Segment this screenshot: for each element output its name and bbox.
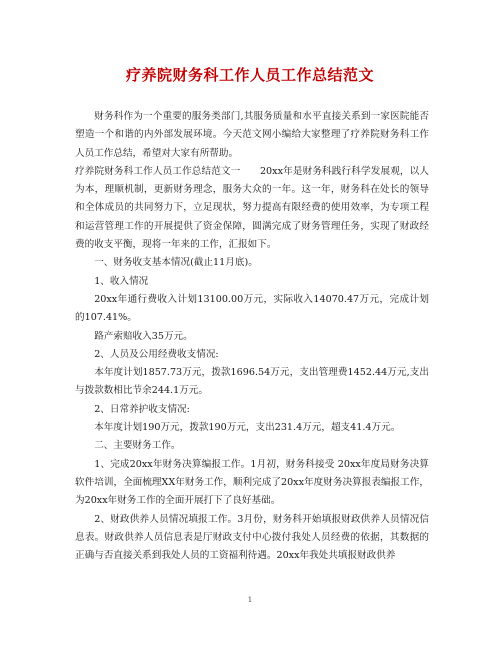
paragraph-claim-income: 路产索赔收入35万元。 — [94, 330, 193, 342]
paragraph-maintenance: 本年度计划190万元，拨款190万元，支出231.4万元，超支41.4万元。 — [94, 422, 401, 434]
subheading-maintenance: 2、日常养护收支情况: — [94, 403, 190, 415]
heading-main-work: 二、主要财务工作。 — [94, 440, 181, 452]
paragraph-toll-income: 20xx年通行费收入计划13100.00万元，实际收入14070.47万元，完成计划的107.41%。 — [75, 293, 429, 324]
subheading-staff-expense: 2、人员及公用经费收支情况: — [94, 348, 219, 360]
heading-finance-overview: 一、财务收支基本情况(截止11月底)。 — [94, 257, 258, 269]
paragraph-staff-info: 2、财政供养人员情况填报工作。3月份，财务科开始填报财政供养人员情况信息表。财政供养人员信息表是厅财政支付中心拨付我处人员经费的依据，其数据的正确与否直接关系到我处人员的工资福利待遇。20xx年我处共填报财政供养 — [75, 513, 429, 562]
paragraph-sample-one: 疗养院财务科工作人员工作总结范文一 20xx年是财务科践行科学发展观，以人为本，理顺机制，更新财务理念，服务大众的一年。这一年，财务科在处长的领导和全体成员的共同努力下，立足现状，努力提高有限经费的使用效率，为专项工程和运营管理工作的开展提供了资金保障，圆满完成了财务管理任务，实现了财政经费的收支平衡，现将一年来的工作，汇报如下。 — [75, 165, 429, 251]
page-number: 1 — [247, 596, 253, 604]
document-body — [75, 108, 429, 565]
subheading-income: 1、收入情况 — [94, 275, 149, 287]
paragraph-intro: 财务科作为一个重要的服务类部门,其服务质量和水平直接关系到一家医院能否塑造一个和谐的内外部发展环境。今天范文网小编给大家整理了疗养院财务科工作人员工作总结，希望对大家有所帮助。 — [75, 111, 429, 159]
document-title: 疗养院财务科工作人员工作总结范文 — [125, 66, 374, 84]
paragraph-staff-expense: 本年度计划1857.73万元，拨款1696.54万元，支出管理费1452.44万元,支出与拨款数相比节余244.1万元。 — [75, 367, 429, 397]
paragraph-final-accounts: 1、完成20xx年财务决算编报工作。1月初，财务科接受 20xx年度局财务决算软件培训，全面梳理XX年财务工作，顺利完成了20xx年度财务决算报表编报工作，为20xx年财务工作的全面开展打下了良好基础。 — [75, 458, 429, 507]
